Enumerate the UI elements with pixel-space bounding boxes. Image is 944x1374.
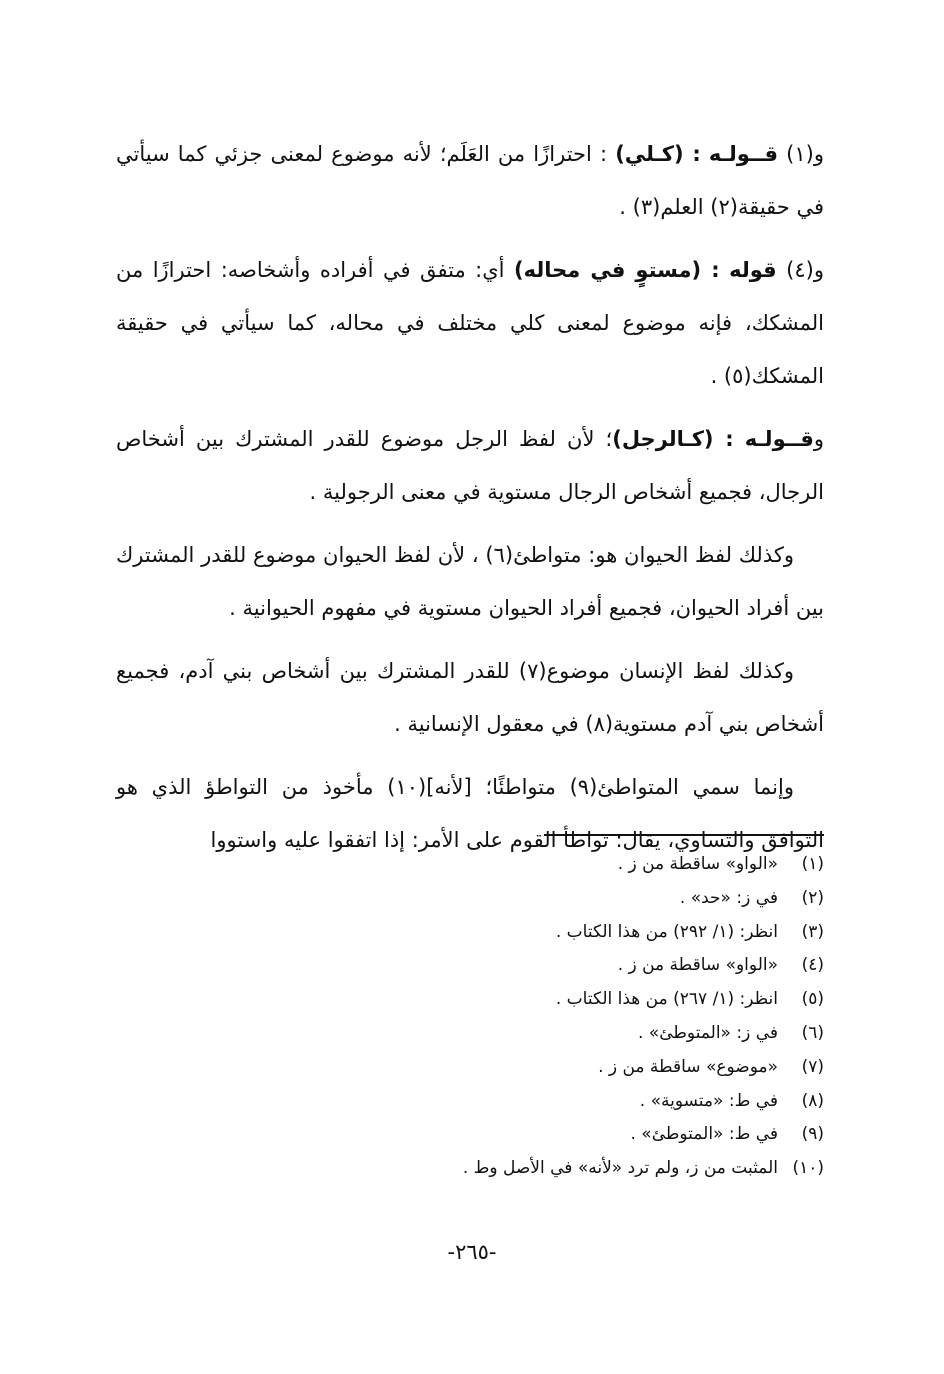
footnote-text: انظر: (١/ ٢٦٧) من هذا الكتاب . — [555, 989, 778, 1010]
footnote-item — [124, 916, 824, 950]
footnote-item — [124, 983, 824, 1017]
keyword-qawluhu: قــولـه — [744, 427, 814, 451]
footnote-text: «الواو» ساقطة من ز . — [617, 854, 778, 874]
quoted-term: : (كـلي) — [615, 142, 701, 166]
footnote-number: (٢) — [801, 887, 824, 908]
footnote-number: (٩) — [801, 1124, 824, 1145]
footnote-item — [124, 1085, 824, 1119]
footnote-text: المثبت من ز، ولم ترد «لأنه» في الأصل وط . — [462, 1158, 778, 1179]
footnote-item — [124, 949, 824, 983]
footnote-text: في ز: «المتوطئ» . — [638, 1022, 778, 1043]
main-text-body — [116, 128, 824, 877]
lead-letter: و — [813, 427, 824, 451]
paragraph-2 — [116, 244, 824, 403]
footnote-text: في ط: «المتوطئ» . — [630, 1124, 778, 1145]
footnote-text: في ز: «حد» . — [679, 887, 778, 908]
footnote-text: في ط: «متسوية» . — [639, 1090, 778, 1111]
paragraph-text: : احترازًا من العَلَم؛ لأنه موضوع لمعنى جزئي كما سيأتي في حقيقة(٢) العلم(٣) . — [116, 142, 824, 219]
footnote-item — [124, 848, 824, 882]
footnote-item — [124, 1051, 824, 1085]
paragraph-5: وكذلك لفظ الإنسان موضوع(٧) للقدر المشترك بين أشخاص بني آدم، فجميع أشخاص بني آدم مستوية(٨) في معقول الإنسانية . — [116, 659, 824, 736]
lead-letter: و — [813, 142, 824, 166]
footnote-item — [124, 1017, 824, 1051]
paragraph-1 — [116, 128, 824, 234]
footnote-number: (٥) — [801, 989, 824, 1010]
paragraph-text: ؛ لأن لفظ الرجل موضوع للقدر المشترك بين أشخاص الرجال، فجميع أشخاص الرجال مستوية في معنى الرجولية . — [116, 427, 824, 504]
footnote-ref: (١) — [786, 142, 814, 166]
quoted-term: : (مستوٍ في محاله) — [514, 258, 720, 282]
paragraph-4: وكذلك لفظ الحيوان هو: متواطئ(٦) ، لأن لفظ الحيوان موضوع للقدر المشترك بين أفراد الحيوان، فجميع أفراد الحيوان مستوية في مفهوم الحيوانية . — [116, 543, 824, 620]
footnote-number: (٨) — [801, 1090, 824, 1111]
paragraph-6: وإنما سمي المتواطئ(٩) متواطئًا؛ [لأنه](١٠) مأخوذ من التواطؤ الذي هو التوافق والتساوي، يقال: تواطأ القوم على الأمر: إذا اتفقوا عليه واستووا — [116, 775, 824, 852]
footnote-text: انظر: (١/ ٢٩٢) من هذا الكتاب . — [555, 921, 778, 942]
footnote-item — [124, 1152, 824, 1186]
footnote-number: (١) — [801, 854, 824, 874]
footnote-item — [124, 882, 824, 916]
quoted-term: : (كـالرجل) — [612, 427, 734, 451]
footnote-number: (٣) — [801, 921, 824, 942]
footnotes-list — [124, 848, 824, 1186]
footnote-number: (٧) — [801, 1056, 824, 1077]
keyword-qawluhu: قوله — [729, 258, 777, 282]
footnote-divider — [544, 834, 824, 836]
footnote-number: (١٠) — [792, 1158, 824, 1179]
keyword-qawluhu: قــولـه — [708, 142, 778, 166]
lead-letter: و — [813, 258, 824, 282]
footnote-number: (٤) — [801, 955, 824, 976]
footnote-number: (٦) — [801, 1022, 824, 1043]
footnote-item — [124, 1118, 824, 1152]
footnote-text: «الواو» ساقطة من ز . — [617, 955, 778, 976]
paragraph-text: أي: متفق في أفراده وأشخاصه: احترازًا من المشكك، فإنه موضوع لمعنى كلي مختلف في محاله، كما سيأتي في حقيقة المشكك(٥) . — [116, 258, 824, 388]
footnote-ref: (٤) — [786, 258, 814, 282]
page-number: -٢٦٥- — [447, 1240, 497, 1264]
footnote-text: «موضوع» ساقطة من ز . — [598, 1056, 778, 1077]
paragraph-3 — [116, 413, 824, 519]
